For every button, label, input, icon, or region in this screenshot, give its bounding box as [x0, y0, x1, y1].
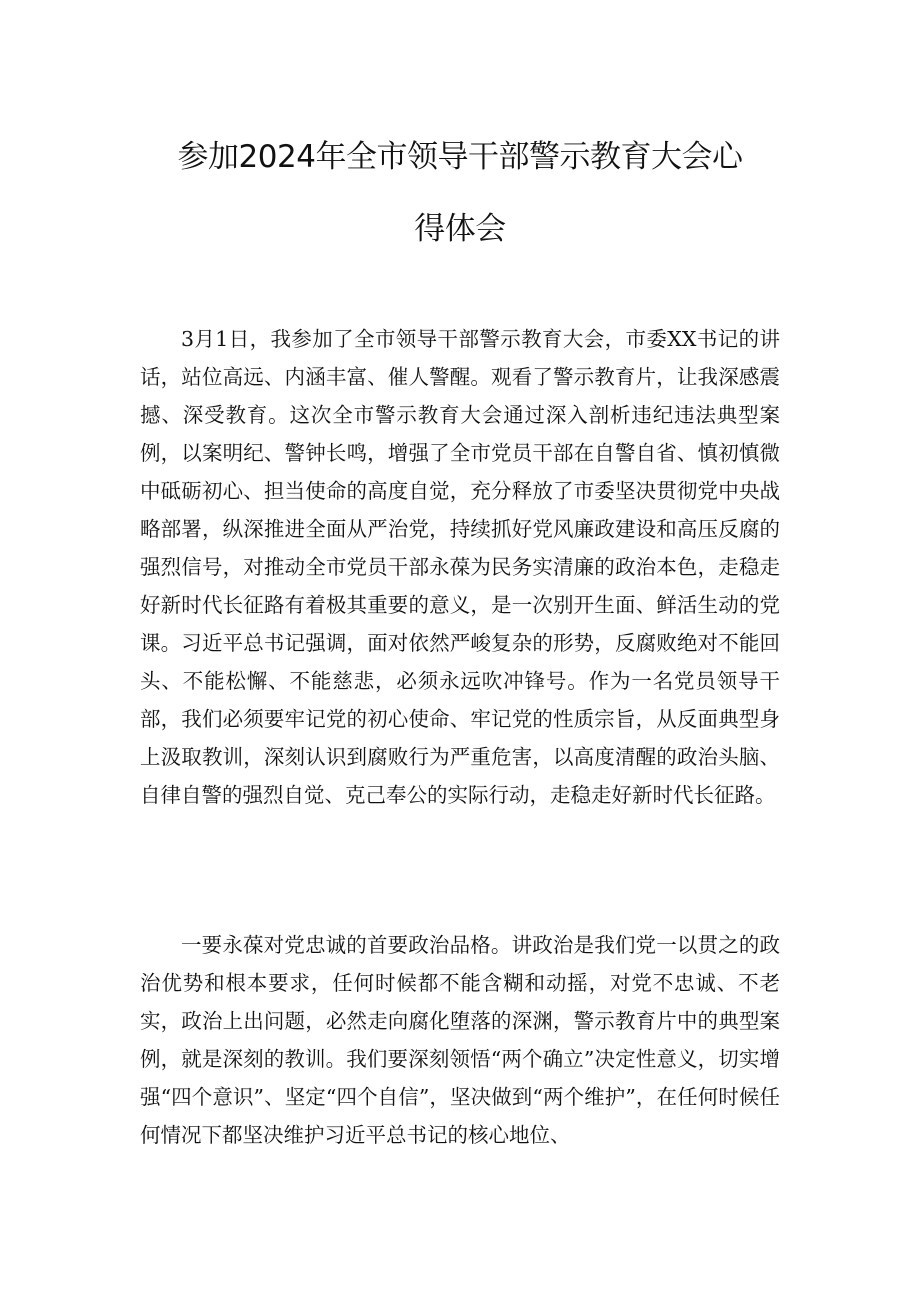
body-paragraph-1: 3月1日，我参加了全市领导干部警示教育大会，市委XX书记的讲话，站位高远、内涵丰富、催人警醒。观看了警示教育片，让我深感震撼、深受教育。这次全市警示教育大会通过深入剖析违纪违法典型案例，以案明纪、警钟长鸣，增强了全市党员干部在自警自省、慎初慎微中砥砺初心、担当使命的高度自觉，充分释放了市委坚决贯彻党中央战略部署，纵深推进全面从严治党，持续抓好党风廉政建设和高压反腐的强烈信号，对推动全市党员干部永葆为民务实清廉的政治本色，走稳走好新时代长征路有着极其重要的意义，是一次别开生面、鲜活生动的党课。习近平总书记强调，面对依然严峻复杂的形势，反腐败绝对不能回头、不能松懈、不能慈悲，必须永远吹冲锋号。作为一名党员领导干部，我们必须要牢记党的初心使命、牢记党的性质宗旨，从反面典型身上汲取教训，深刻认识到腐败行为严重危害，以高度清醒的政治头脑、自律自警的强烈自觉、克己奉公的实际行动，走稳走好新时代长征路。	[140, 327, 780, 807]
body-paragraph-2: 一要永葆对党忠诚的首要政治品格。讲政治是我们党一以贯之的政治优势和根本要求，任何时候都不能含糊和动摇，对党不忠诚、不老实，政治上出问题，必然走向腐化堕落的深渊，警示教育片中的典型案例，就是深刻的教训。我们要深刻领悟“两个确立”决定性意义，切实增强“四个意识”、坚定“四个自信”，坚决做到“两个维护”，在任何时候任何情况下都坚决维护习近平总书记的核心地位、	[140, 933, 780, 1147]
document-title-line-1: 参加2024年全市领导干部警示教育大会心	[177, 139, 743, 175]
document-title-line-2: 得体会	[414, 211, 506, 247]
